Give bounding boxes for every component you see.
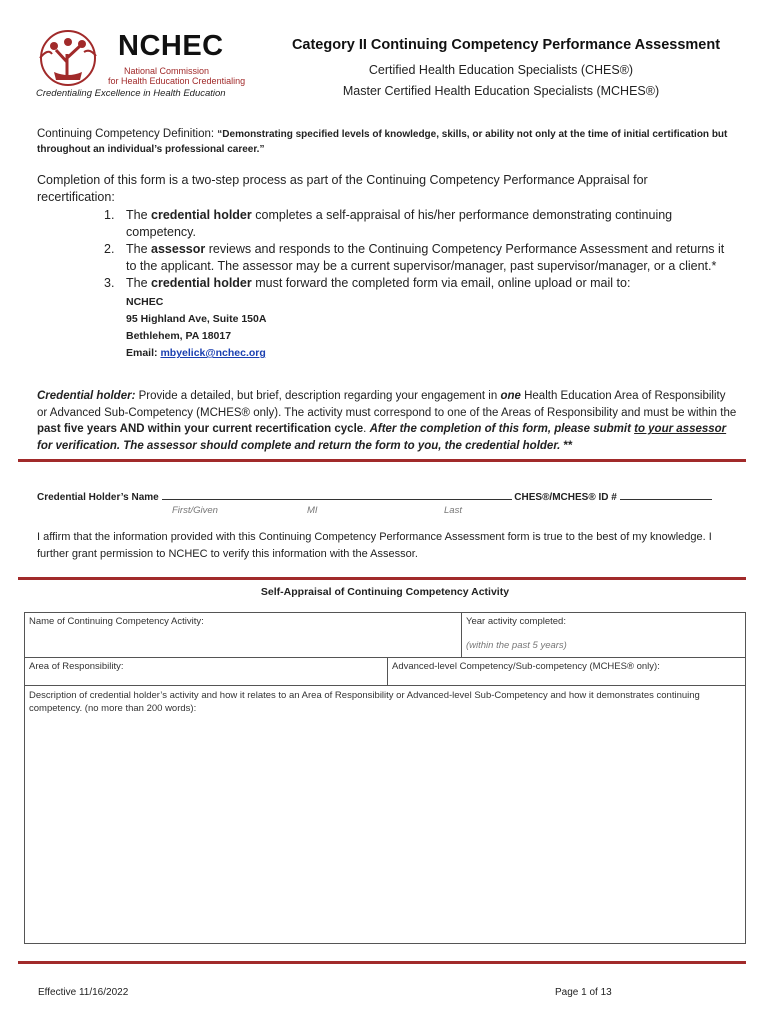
id-field[interactable] xyxy=(620,490,712,500)
address-street: 95 Highland Ave, Suite 150A xyxy=(126,313,267,325)
email-link[interactable]: mbyelick@nchec.org xyxy=(160,347,266,359)
advanced-competency-field[interactable] xyxy=(387,657,746,686)
holder-name-field[interactable] xyxy=(162,490,512,500)
year-completed-label: Year activity completed: xyxy=(466,616,566,627)
section-divider xyxy=(18,577,746,580)
id-label: CHES®/MCHES® ID # xyxy=(514,492,617,503)
section-title: Self-Appraisal of Continuing Competency Activity xyxy=(260,586,510,598)
logo-name: NCHEC xyxy=(118,30,224,62)
mailing-address xyxy=(126,294,266,362)
steps-list xyxy=(104,207,734,292)
affirmation-text: I affirm that the information provided with this Continuing Competency Performance Assessment form is true to the best of my knowledge. I further grant permission to NCHEC to verify this information with the Assessor. xyxy=(37,531,712,560)
advanced-competency-label: Advanced-level Competency/Sub-competency (MCHES® only): xyxy=(392,661,660,672)
logo-line1: National Commission xyxy=(124,66,210,76)
definition-label: Continuing Competency Definition: xyxy=(37,128,215,140)
name-last-hint: Last xyxy=(444,505,462,516)
intro-text: Completion of this form is a two-step process as part of the Continuing Competency Performance Appraisal for recertification: xyxy=(37,173,648,204)
page-number: Page 1 of 13 xyxy=(555,987,612,998)
step-item: 2. The assessor reviews and responds to the Continuing Competency Performance Assessment and returns it to the applicant. The assessor may be a current supervisor/manager, past supervisor/manager, or a client.* xyxy=(104,242,725,273)
nchec-logo xyxy=(34,28,264,100)
activity-name-label: Name of Continuing Competency Activity: xyxy=(29,616,204,627)
year-completed-field[interactable] xyxy=(461,612,746,658)
logo-line2: for Health Education Credentialing xyxy=(108,76,246,86)
address-org: NCHEC xyxy=(126,296,164,308)
instructions: Credential holder: Provide a detailed, but brief, description regarding your engagement in one Health Education Area of Responsibility or Advanced Sub-Competency (MCHES® only). The activity must correspond to one of the Areas of Responsibility and must be within the past five years AND within your current recertification cycle. After the completion of this form, please submit to your assessor for verification. The assessor should complete and return the form to you, the credential holder. ** xyxy=(37,390,737,452)
name-mi-hint: MI xyxy=(307,505,318,516)
definition xyxy=(37,127,737,157)
year-hint: (within the past 5 years) xyxy=(466,640,567,651)
name-first-hint: First/Given xyxy=(172,505,218,516)
area-label: Area of Responsibility: xyxy=(29,661,124,672)
address-email: Email: mbyelick@nchec.org xyxy=(126,347,266,359)
definition-text: “Demonstrating specified levels of knowledge, skills, or ability not only at the time of initial certification but throughout an individual’s professional career.” xyxy=(37,129,728,155)
section-divider xyxy=(18,459,746,462)
address-city: Bethlehem, PA 18017 xyxy=(126,330,232,342)
subtitle-ches: Certified Health Education Specialists (CHES®) xyxy=(368,63,634,77)
name-line xyxy=(37,490,737,503)
logo-emblem-icon xyxy=(34,28,106,90)
holder-name-label: Credential Holder’s Name xyxy=(37,492,159,503)
activity-name-field[interactable] xyxy=(24,612,462,658)
page-title: Category II Continuing Competency Performance Assessment xyxy=(291,37,721,53)
effective-date: Effective 11/16/2022 xyxy=(38,987,129,998)
logo-tagline: Credentialing Excellence in Health Education xyxy=(36,88,226,99)
description-field[interactable] xyxy=(24,685,746,944)
area-field[interactable] xyxy=(24,657,388,686)
step-item: 3. The credential holder must forward the completed form via email, online upload or mail to: xyxy=(104,276,631,290)
description-label: Description of credential holder’s activity and how it relates to an Area of Responsibility or Advanced-level Sub-Competency and how it demonstrates continuing competency. (no more than 200 words): xyxy=(29,690,700,714)
subtitle-mches: Master Certified Health Education Specialists (MCHES®) xyxy=(342,84,660,98)
step-item: 1. The credential holder completes a self-appraisal of his/her performance demonstrating continuing competency. xyxy=(104,208,673,239)
footer-divider xyxy=(18,961,746,964)
